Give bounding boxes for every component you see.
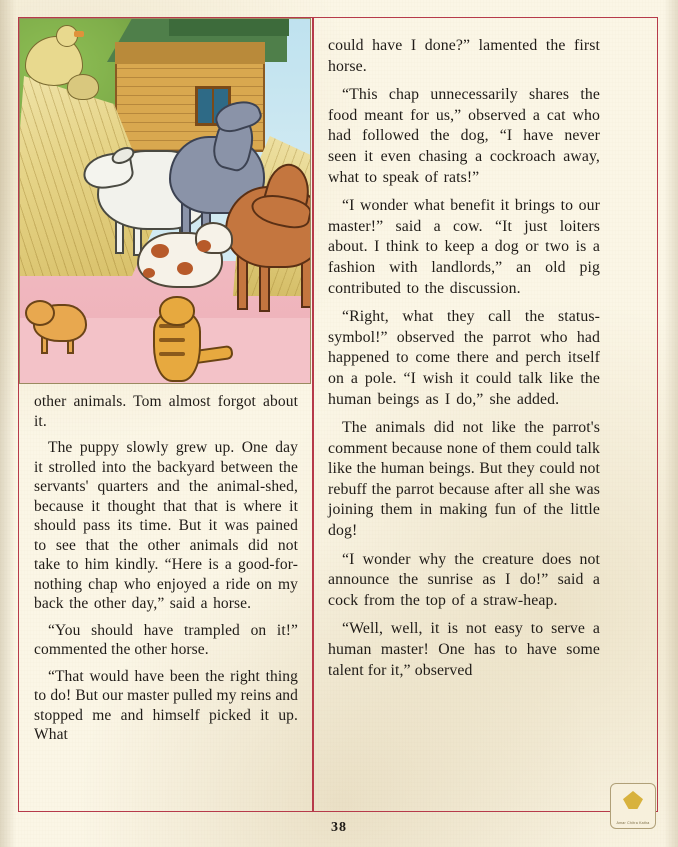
paragraph: “You should have trampled on it!” commented the other horse. bbox=[34, 621, 298, 658]
chick-icon bbox=[67, 74, 99, 100]
page-edge-shadow-right bbox=[664, 0, 678, 847]
paragraph: The puppy slowly grew up. One day it strolled into the backyard between the servants' quarters and the animal-shed, because it thought that that is where it should pass its time. But it was pained to see that the other animals did not take to him kindly. “Here is a good-for-nothing chap who enjoyed a ride on my back the other day,” said a horse. bbox=[34, 439, 298, 612]
paragraph: “Well, well, it is not easy to serve a human master! One has to have some talent for it,” observed bbox=[328, 620, 600, 679]
column-divider bbox=[312, 17, 314, 812]
bird-logo-icon bbox=[623, 791, 643, 809]
paragraph: other animals. Tom almost forgot about it. bbox=[34, 393, 298, 430]
dog-spot-mark bbox=[151, 244, 169, 258]
page-number: 38 bbox=[331, 820, 347, 835]
paragraph: “That would have been the right thing to do! But our master pulled my reins and stopped me and himself picked it up. What bbox=[34, 667, 298, 743]
publisher-logo bbox=[610, 783, 656, 829]
hut-roof-ridge bbox=[169, 18, 289, 36]
paragraph: “I wonder what benefit it brings to our master!” said a cow. “It just loiters about. I think to keep a dog or two is a fashion with landlords,” an old pig contributed to the discussion. bbox=[328, 197, 600, 297]
text-column-left bbox=[34, 392, 298, 752]
paragraph: “This chap unnecessarily shares the food meant for us,” observed a cat who had followed the dog, “I have never seen it even chasing a cockroach away, what to speak of rats!” bbox=[328, 86, 600, 186]
cat-head bbox=[159, 296, 195, 326]
hut-wall-shade bbox=[115, 42, 265, 64]
cat-stripe bbox=[159, 338, 185, 342]
cat-stripe bbox=[159, 352, 185, 356]
page-edge-shadow-left bbox=[0, 0, 16, 847]
text-column-right bbox=[328, 36, 600, 689]
dog-spot-mark bbox=[143, 268, 155, 278]
paragraph: “I wonder why the creature does not announce the sunrise as I do!” said a cock from the top of a straw-heap. bbox=[328, 550, 600, 609]
puppy-head bbox=[25, 300, 55, 326]
paragraph: The animals did not like the parrot's comment because none of them could talk like the human beings. But they could not rebuff the parrot because after all she was joining them in making fun of the little dog! bbox=[328, 419, 600, 540]
illustration-farmyard bbox=[19, 18, 311, 384]
dog-spot-mark bbox=[197, 240, 211, 252]
publisher-logo-caption: Amar Chitra Katha bbox=[616, 821, 650, 825]
paragraph: “Right, what they call the status-symbol!” observed the parrot who had happened to come there and perch itself on a pole. “I wish it could talk like the human beings as I do,” she added. bbox=[328, 308, 600, 408]
paragraph: could have I done?” lamented the first horse. bbox=[328, 37, 600, 75]
dog-spot-mark bbox=[177, 262, 193, 275]
